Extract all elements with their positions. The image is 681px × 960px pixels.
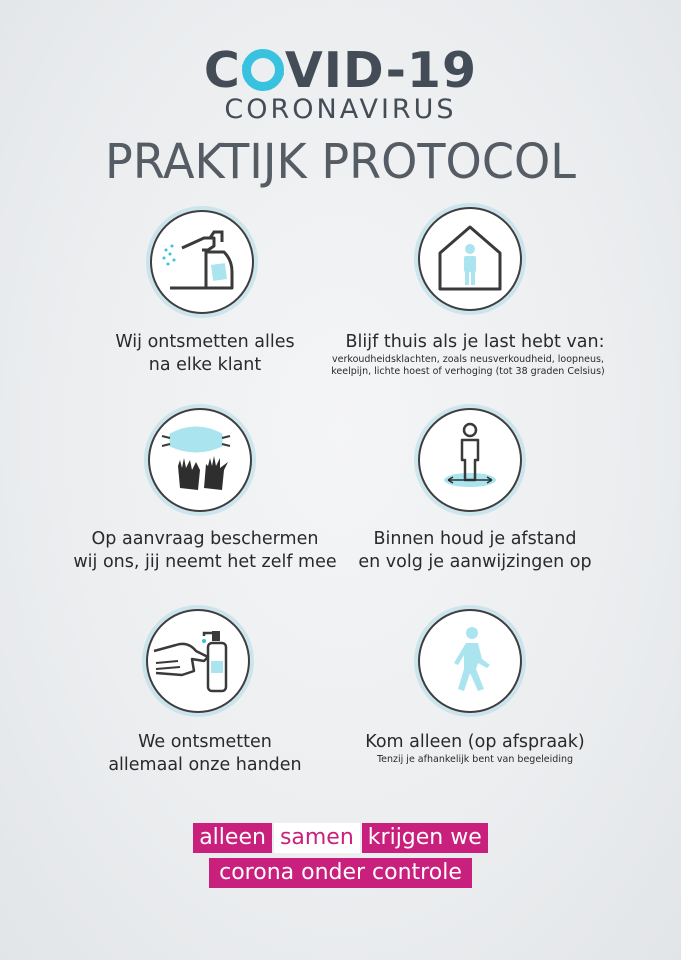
rule-6-detail-1: Tenzij je afhankelijk bent van begeleiding	[376, 754, 574, 765]
slogan-word-samen: samen	[274, 823, 360, 853]
rule-4-line-2: en volg je aanwijzingen op	[358, 552, 592, 572]
slogan-line-1	[0, 823, 681, 853]
hand-sanitizer-icon	[146, 609, 250, 713]
coronavirus-subtitle: CORONAVIRUS	[224, 94, 457, 125]
virus-o-icon	[242, 49, 284, 91]
rule-6-line-1: Kom alleen (op afspraak)	[365, 732, 585, 752]
covid-title	[0, 42, 681, 99]
walking-person-icon	[418, 609, 522, 713]
rule-4-line-1: Binnen houd je afstand	[373, 529, 577, 549]
rule-3-line-1: Op aanvraag beschermen	[91, 529, 319, 549]
slogan-line-2	[0, 858, 681, 888]
page-title: PRAKTIJK PROTOCOL	[105, 134, 576, 190]
rule-5-line-2: allemaal onze handen	[108, 755, 302, 775]
rule-alone-caption	[340, 731, 610, 754]
slogan-word-alleen: alleen	[193, 823, 272, 853]
rule-2-detail-2: keelpijn, lichte hoest of verhoging (tot 38 graden Celsius)	[331, 366, 605, 377]
title-prefix: C	[203, 42, 241, 99]
rule-2-line-1: Blijf thuis als je last hebt van:	[345, 332, 605, 352]
rule-hands-caption	[90, 731, 320, 777]
rule-alone-detail	[340, 754, 610, 766]
slogan-word-krijgen-we: krijgen we	[362, 823, 488, 853]
rule-1-line-1: Wij ontsmetten alles	[115, 332, 295, 352]
rule-1-line-2: na elke klant	[148, 355, 262, 375]
rule-3-line-2: wij ons, jij neemt het zelf mee	[73, 552, 337, 572]
distance-person-icon	[418, 408, 522, 512]
rule-disinfect-caption	[90, 331, 320, 377]
title-suffix: VID-19	[284, 42, 478, 99]
spray-bottle-icon	[150, 210, 254, 314]
slogan-corona-control: corona onder controle	[209, 858, 472, 888]
rule-5-line-1: We ontsmetten	[138, 732, 272, 752]
rule-2-detail-1: verkoudheidsklachten, zoals neusverkoudheid, loopneus,	[332, 354, 604, 365]
rule-distance-caption	[340, 528, 610, 574]
house-person-icon	[418, 207, 522, 311]
mask-gloves-icon	[148, 408, 252, 512]
rule-stay-home-caption	[340, 331, 610, 354]
rule-protect-caption	[60, 528, 350, 574]
rule-stay-home-details	[318, 354, 618, 378]
